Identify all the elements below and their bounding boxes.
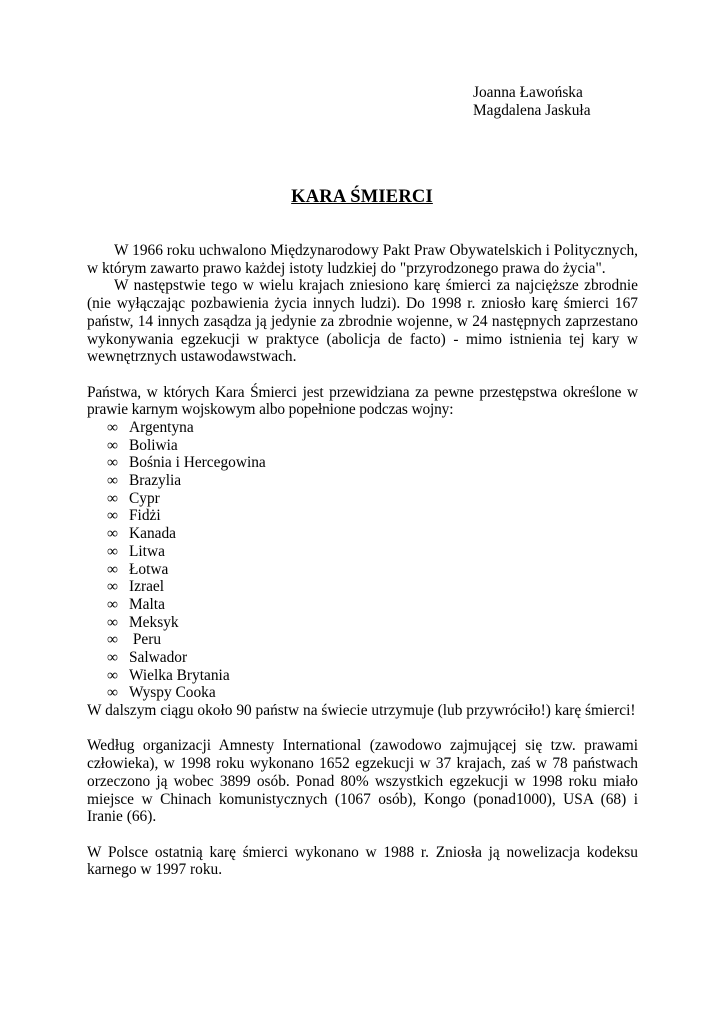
infinity-bullet-icon: ∞ xyxy=(107,525,118,543)
country-list xyxy=(87,419,638,702)
country-name: Argentyna xyxy=(129,419,194,437)
infinity-bullet-icon: ∞ xyxy=(107,648,118,666)
country-name: Malta xyxy=(129,595,165,613)
country-list-item xyxy=(87,454,638,472)
infinity-bullet-icon: ∞ xyxy=(107,631,118,649)
country-list-item xyxy=(87,490,638,508)
intro-paragraph: W następstwie tego w wielu krajach zniesiono karę śmierci za najcięższe zbrodnie (nie wyłączając pozbawienia życia innych ludzi). Do 1998 r. zniosło karę śmierci 167 państw, 14 innych zasądza ją jedynie za zbrodnie wojenne, w 24 następnych zaprzestano wykonywania egzekucji w praktyce (abolicja de facto) - mimo istnienia tej kary w wewnętrznych ustawodawstwach. xyxy=(87,277,638,366)
country-name: Meksyk xyxy=(129,613,179,631)
country-list-item xyxy=(87,472,638,490)
infinity-bullet-icon: ∞ xyxy=(107,560,118,578)
infinity-bullet-icon: ∞ xyxy=(107,578,118,596)
author-block xyxy=(473,84,591,120)
country-list-item xyxy=(87,507,638,525)
document-title: KARA ŚMIERCI xyxy=(291,187,433,207)
country-list-item xyxy=(87,525,638,543)
amnesty-paragraph: Według organizacji Amnesty International (zawodowo zajmującej się tzw. prawami człowieka), w 1998 roku wykonano 1652 egzekucji w 37 krajach, zaś w 78 państwach orzeczono ją wobec 3899 osób. Ponad 80% wszystkich egzekucji w 1998 roku miało miejsce w Chinach komunistycznych (1067 osób), Kongo (ponad1000), USA (68) i Iranie (66). xyxy=(87,737,638,826)
country-list-item xyxy=(87,437,638,455)
country-list-item xyxy=(87,596,638,614)
country-name: Fidżi xyxy=(129,507,161,525)
poland-paragraph: W Polsce ostatnią karę śmierci wykonano w 1988 r. Zniosła ją nowelizacja kodeksu karnego w 1997 roku. xyxy=(87,843,638,879)
document-body xyxy=(87,242,638,879)
list-outro-paragraph: W dalszym ciągu około 90 państw na świecie utrzymuje (lub przywróciło!) karę śmierci! xyxy=(87,702,636,720)
infinity-bullet-icon: ∞ xyxy=(107,666,118,684)
country-list-item xyxy=(87,614,638,632)
country-name: Izrael xyxy=(129,578,165,596)
infinity-bullet-icon: ∞ xyxy=(107,419,118,437)
intro-paragraph: W 1966 roku uchwalono Międzynarodowy Pakt Praw Obywatelskich i Politycznych, w którym zawarto prawo każdej istoty ludzkiej do "przyrodzonego prawa do życia". xyxy=(87,242,638,277)
country-name: Wielka Brytania xyxy=(129,666,230,684)
infinity-bullet-icon: ∞ xyxy=(107,542,118,560)
infinity-bullet-icon: ∞ xyxy=(107,489,118,507)
infinity-bullet-icon: ∞ xyxy=(107,454,118,472)
country-list-item xyxy=(87,561,638,579)
country-list-item xyxy=(87,578,638,596)
country-name: Cypr xyxy=(129,489,160,507)
country-name: Litwa xyxy=(129,542,165,560)
infinity-bullet-icon: ∞ xyxy=(107,436,118,454)
country-name: Brazylia xyxy=(129,472,182,490)
country-list-item xyxy=(87,667,638,685)
country-name: Wyspy Cooka xyxy=(129,684,216,702)
country-list-item xyxy=(87,631,638,649)
country-name: Boliwia xyxy=(129,436,178,454)
infinity-bullet-icon: ∞ xyxy=(107,613,118,631)
country-list-item xyxy=(87,649,638,667)
country-name: Kanada xyxy=(129,525,176,543)
list-intro-paragraph: Państwa, w których Kara Śmierci jest przewidziana za pewne przestępstwa określone w prawie karnym wojskowym albo popełnione podczas wojny: xyxy=(87,383,638,419)
infinity-bullet-icon: ∞ xyxy=(107,684,118,702)
author-name: Magdalena Jaskuła xyxy=(473,102,591,119)
infinity-bullet-icon: ∞ xyxy=(107,472,118,490)
author-name: Joanna Ławońska xyxy=(473,84,583,101)
country-list-item xyxy=(87,419,638,437)
country-name: Bośnia i Hercegowina xyxy=(129,454,266,472)
infinity-bullet-icon: ∞ xyxy=(107,595,118,613)
country-list-item xyxy=(87,684,638,702)
country-name: Peru xyxy=(129,631,162,649)
country-list-item xyxy=(87,543,638,561)
infinity-bullet-icon: ∞ xyxy=(107,507,118,525)
country-name: Salwador xyxy=(129,648,188,666)
country-name: Łotwa xyxy=(129,560,169,578)
